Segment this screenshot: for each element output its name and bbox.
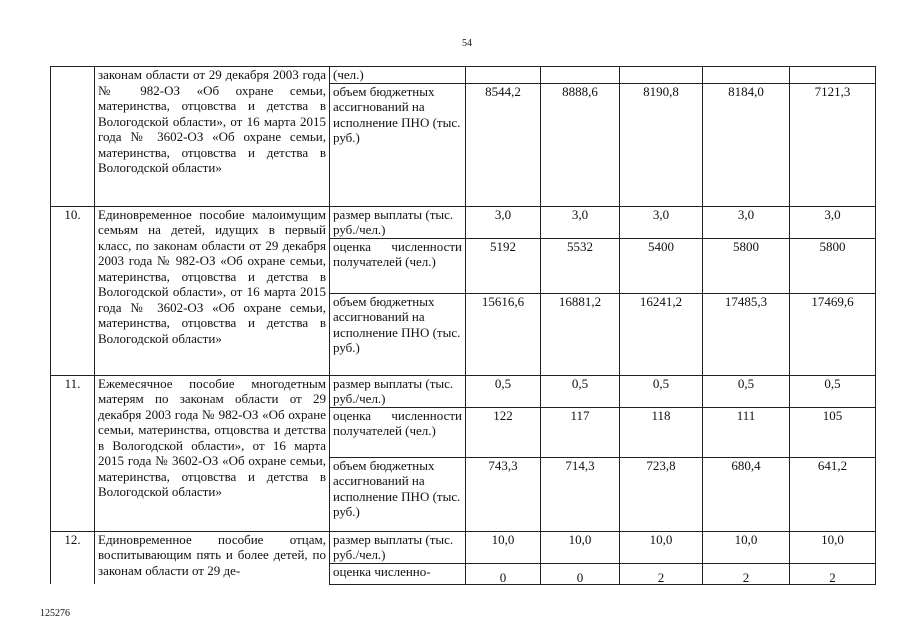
page-number: 54 — [462, 38, 472, 49]
value-cell: 0,5 — [790, 375, 876, 407]
value-cell: 2 — [620, 563, 703, 584]
value-cell: 8544,2 — [466, 83, 541, 206]
indicator-name: объем бюджетных ассигнований на исполнение ПНО (тыс. руб.) — [330, 83, 466, 206]
value-cell: 0,5 — [703, 375, 790, 407]
value-cell: 0,5 — [620, 375, 703, 407]
value-cell: 105 — [790, 407, 876, 457]
value-cell: 3,0 — [620, 206, 703, 238]
value-cell — [466, 67, 541, 84]
indicator-name: (чел.) — [330, 67, 466, 84]
value-cell: 111 — [703, 407, 790, 457]
value-cell: 17469,6 — [790, 293, 876, 375]
value-cell — [541, 67, 620, 84]
value-cell: 16241,2 — [620, 293, 703, 375]
value-cell: 15616,6 — [466, 293, 541, 375]
value-cell: 8190,8 — [620, 83, 703, 206]
value-cell: 10,0 — [541, 531, 620, 563]
row-number: 11. — [51, 375, 95, 531]
value-cell: 0 — [541, 563, 620, 584]
value-cell: 117 — [541, 407, 620, 457]
value-cell: 2 — [790, 563, 876, 584]
value-cell: 5192 — [466, 238, 541, 293]
document-code: 125276 — [40, 608, 70, 619]
value-cell: 3,0 — [466, 206, 541, 238]
indicator-name: объем бюджетных ассигнований на исполнение ПНО (тыс. руб.) — [330, 457, 466, 531]
value-cell: 0 — [466, 563, 541, 584]
value-cell: 3,0 — [703, 206, 790, 238]
value-cell: 0,5 — [541, 375, 620, 407]
value-cell — [703, 67, 790, 84]
value-cell: 3,0 — [790, 206, 876, 238]
table-row — [51, 531, 876, 563]
row-description: Единовременное пособие малоимущим семьям на детей, идущих в первый класс, по законам области от 29 декабря 2003 года № 982-ОЗ «Об охране семьи, материнства, отцовства и детства в Вологодской области», от 16 марта 2015 года № 3602-ОЗ «Об охране семьи, материнства, отцовства и детства в Вологодской области» — [95, 206, 330, 375]
indicator-name: оценка численно- — [330, 563, 466, 584]
value-cell: 16881,2 — [541, 293, 620, 375]
value-cell: 2 — [703, 563, 790, 584]
value-cell: 743,3 — [466, 457, 541, 531]
value-cell: 10,0 — [703, 531, 790, 563]
value-cell: 7121,3 — [790, 83, 876, 206]
value-cell — [620, 67, 703, 84]
indicator-name: размер выплаты (тыс. руб./чел.) — [330, 375, 466, 407]
row-description: Единовременное пособие отцам, воспитывающим пять и более детей, по законам области от 29 де- — [95, 531, 330, 584]
value-cell: 10,0 — [620, 531, 703, 563]
value-cell: 5400 — [620, 238, 703, 293]
indicator-name: оценка численности получателей (чел.) — [330, 238, 466, 293]
value-cell: 122 — [466, 407, 541, 457]
value-cell: 17485,3 — [703, 293, 790, 375]
value-cell: 3,0 — [541, 206, 620, 238]
value-cell: 8184,0 — [703, 83, 790, 206]
value-cell — [790, 67, 876, 84]
budget-table — [50, 66, 876, 585]
value-cell: 714,3 — [541, 457, 620, 531]
indicator-name: объем бюджетных ассигнований на исполнение ПНО (тыс. руб.) — [330, 293, 466, 375]
value-cell: 680,4 — [703, 457, 790, 531]
value-cell: 10,0 — [466, 531, 541, 563]
row-number: 10. — [51, 206, 95, 375]
value-cell: 5532 — [541, 238, 620, 293]
indicator-name: оценка численности получателей (чел.) — [330, 407, 466, 457]
value-cell: 641,2 — [790, 457, 876, 531]
value-cell: 10,0 — [790, 531, 876, 563]
value-cell: 723,8 — [620, 457, 703, 531]
value-cell: 8888,6 — [541, 83, 620, 206]
row-number — [51, 67, 95, 207]
indicator-name: размер выплаты (тыс. руб./чел.) — [330, 531, 466, 563]
table-row — [51, 375, 876, 407]
value-cell: 118 — [620, 407, 703, 457]
row-description: Ежемесячное пособие многодетным матерям по законам области от 29 декабря 2003 года № 982-ОЗ «Об охране семьи, материнства, отцовства и детства в Вологодской области», от 16 марта 2015 года № 3602-ОЗ «Об охране семьи, материнства, отцовства и детства в Вологодской области» — [95, 375, 330, 531]
value-cell: 5800 — [703, 238, 790, 293]
table-row — [51, 67, 876, 84]
row-description: законам области от 29 декабря 2003 года № 982-ОЗ «Об охране семьи, материнства, отцовства и детства в Вологодской области», от 16 марта 2015 года № 3602-ОЗ «Об охране семьи, материнства, отцовства и детства в Вологодской области» — [95, 67, 330, 207]
value-cell: 5800 — [790, 238, 876, 293]
indicator-name: размер выплаты (тыс. руб./чел.) — [330, 206, 466, 238]
value-cell: 0,5 — [466, 375, 541, 407]
table-row — [51, 206, 876, 238]
row-number: 12. — [51, 531, 95, 584]
